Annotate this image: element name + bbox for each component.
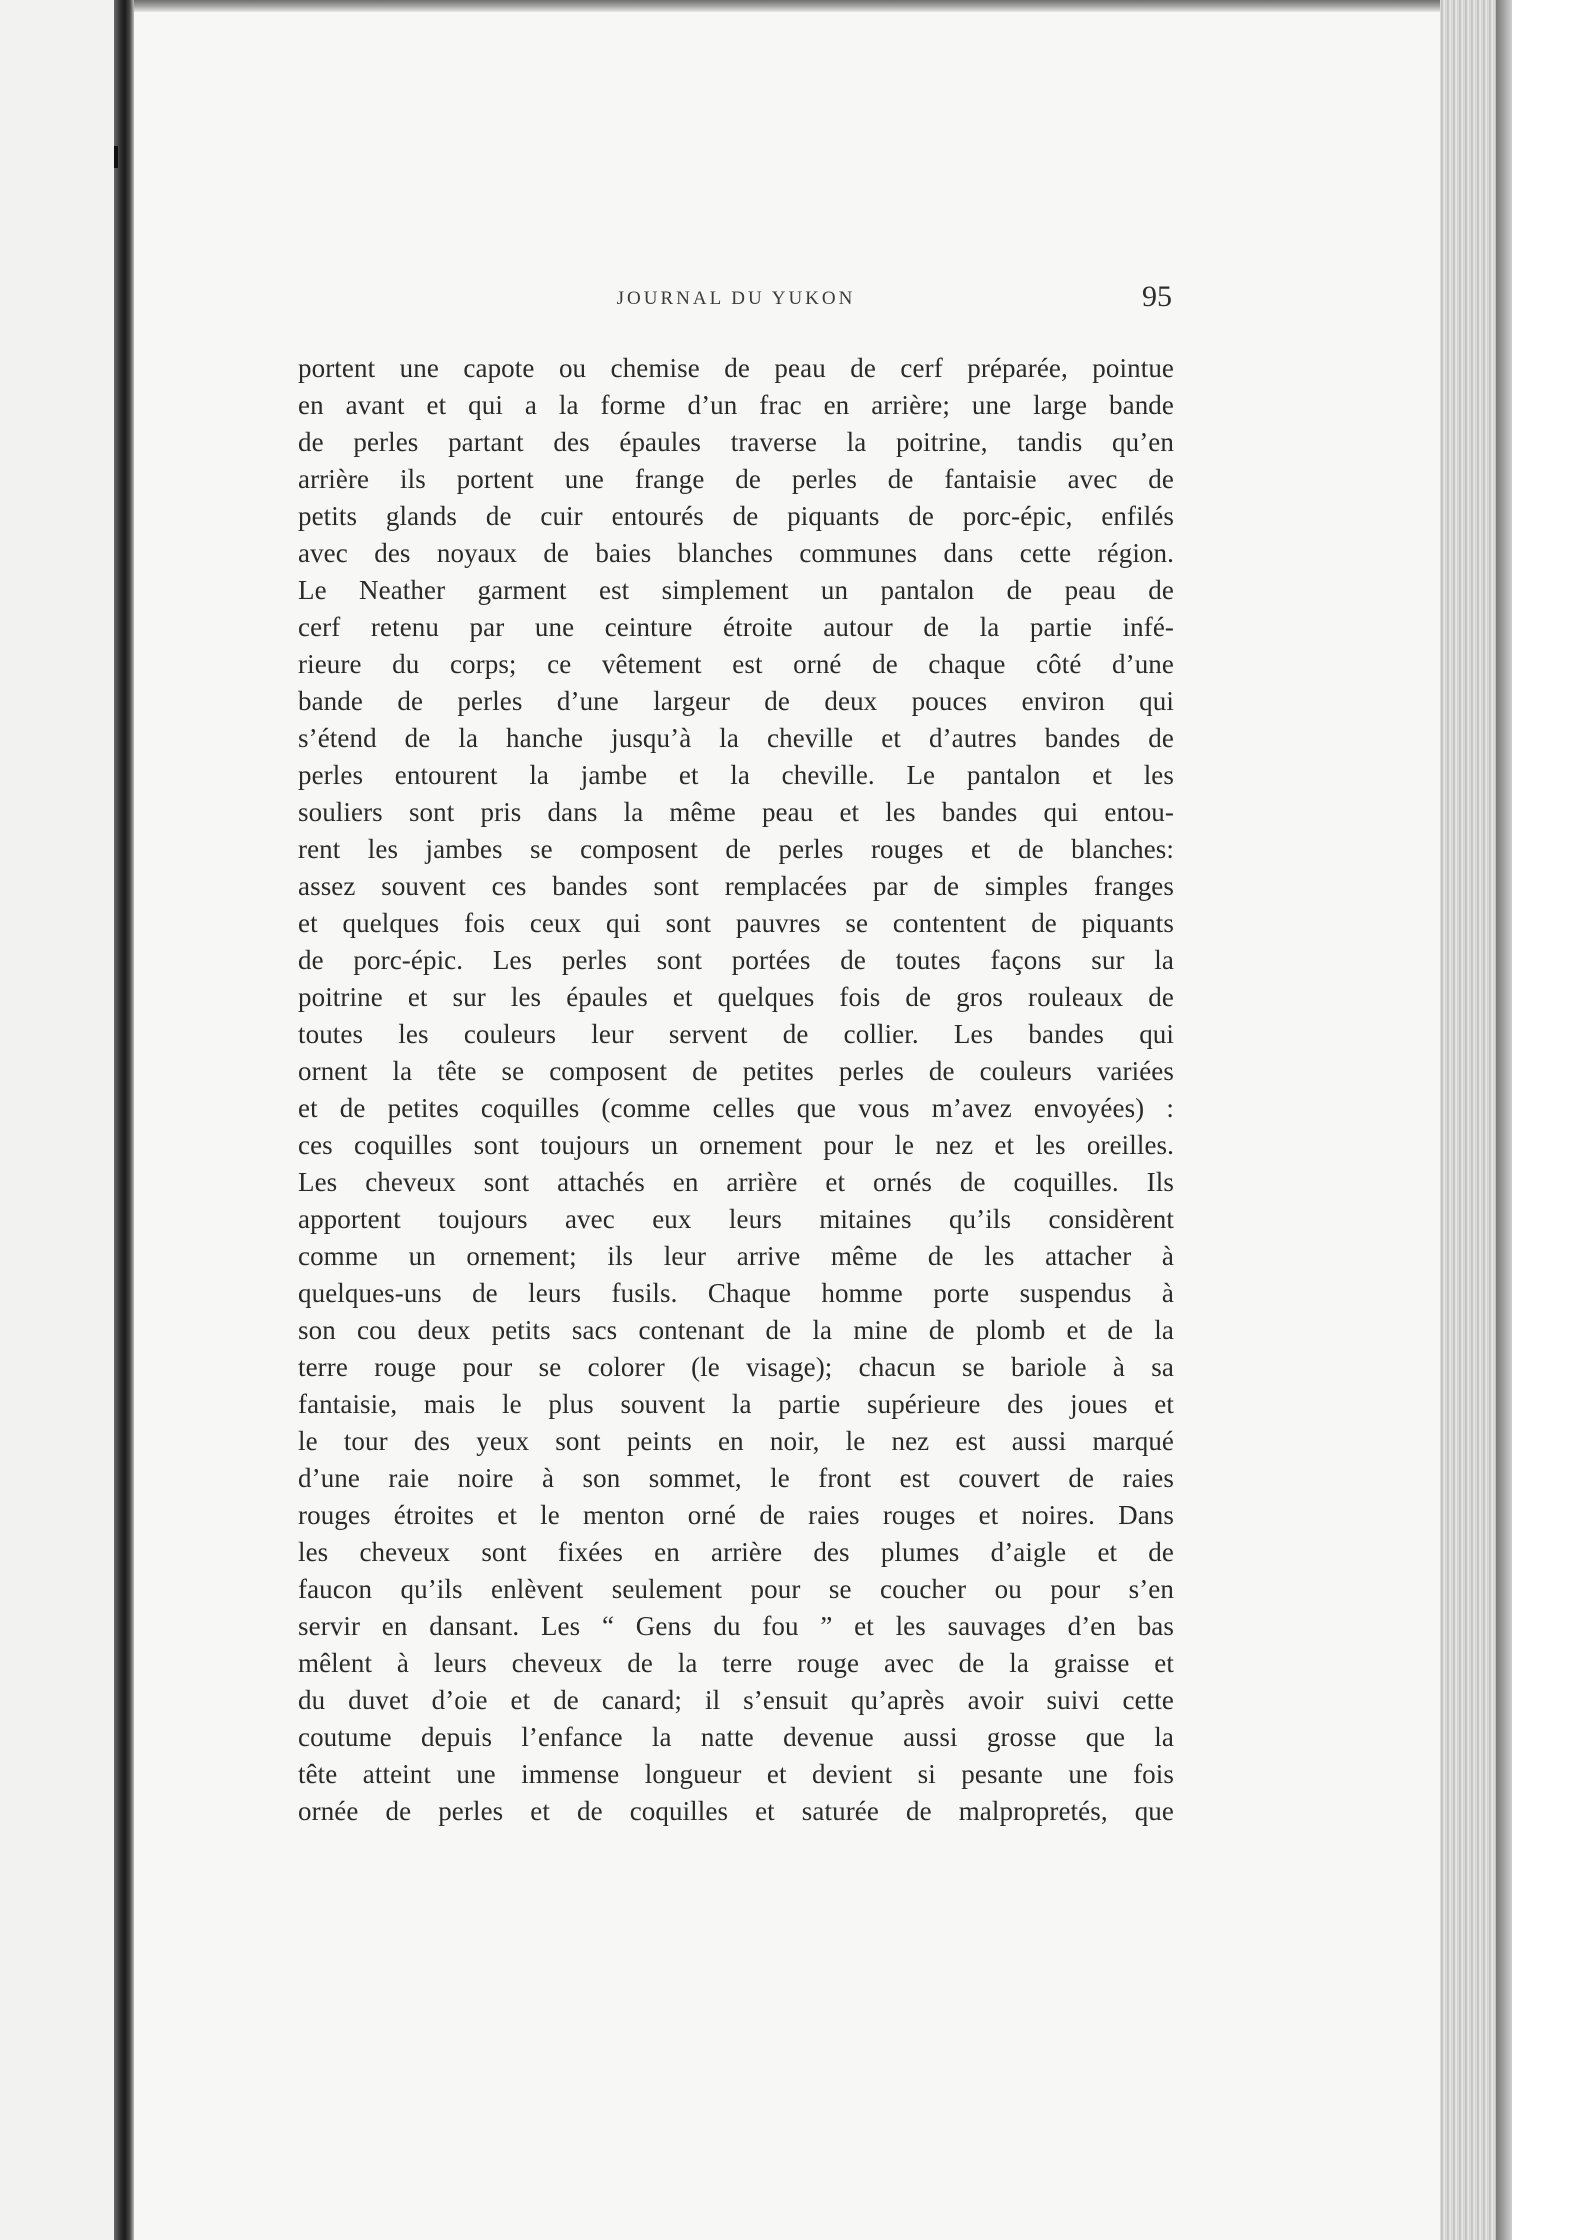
text-line: le tour des yeux sont peints en noir, le nez est aussi marqué bbox=[298, 1426, 1174, 1456]
text-line: de perles partant des épaules traverse la poitrine, tandis qu’en bbox=[298, 427, 1174, 457]
text-line: du duvet d’oie et de canard; il s’ensuit qu’après avoir suivi cette bbox=[298, 1685, 1174, 1715]
text-line: les cheveux sont fixées en arrière des plumes d’aigle et de bbox=[298, 1537, 1174, 1567]
text-line: ces coquilles sont toujours un ornement pour le nez et les oreilles. bbox=[298, 1130, 1174, 1160]
text-line: ornée de perles et de coquilles et saturée de malpropretés, que bbox=[298, 1796, 1174, 1826]
text-line: coutume depuis l’enfance la natte devenue aussi grosse que la bbox=[298, 1722, 1174, 1752]
text-line: s’étend de la hanche jusqu’à la cheville et d’autres bandes de bbox=[298, 723, 1174, 753]
text-line: servir en dansant. Les “ Gens du fou ” et les sauvages d’en bas bbox=[298, 1611, 1174, 1641]
text-line: avec des noyaux de baies blanches communes dans cette région. bbox=[298, 538, 1174, 568]
text-line: Le Neather garment est simplement un pantalon de peau de bbox=[298, 575, 1174, 605]
page-stack-shadow bbox=[1496, 0, 1512, 2240]
text-line: tête atteint une immense longueur et devient si pesante une fois bbox=[298, 1759, 1174, 1789]
running-title: JOURNAL DU YUKON bbox=[616, 288, 856, 309]
text-line: portent une capote ou chemise de peau de cerf préparée, pointue bbox=[298, 353, 1174, 383]
body-text bbox=[298, 350, 1174, 1830]
text-line: de porc-épic. Les perles sont portées de toutes façons sur la bbox=[298, 945, 1174, 975]
text-line: rieure du corps; ce vêtement est orné de chaque côté d’une bbox=[298, 649, 1174, 679]
text-line: et quelques fois ceux qui sont pauvres se contentent de piquants bbox=[298, 908, 1174, 938]
text-line: mêlent à leurs cheveux de la terre rouge avec de la graisse et bbox=[298, 1648, 1174, 1678]
text-line: faucon qu’ils enlèvent seulement pour se coucher ou pour s’en bbox=[298, 1574, 1174, 1604]
text-line: perles entourent la jambe et la cheville. Le pantalon et les bbox=[298, 760, 1174, 790]
text-line: Les cheveux sont attachés en arrière et ornés de coquilles. Ils bbox=[298, 1167, 1174, 1197]
text-line: apportent toujours avec eux leurs mitaines qu’ils considèrent bbox=[298, 1204, 1174, 1234]
page-header bbox=[300, 280, 1172, 320]
text-line: petits glands de cuir entourés de piquants de porc-épic, enfilés bbox=[298, 501, 1174, 531]
text-line: toutes les couleurs leur servent de collier. Les bandes qui bbox=[298, 1019, 1174, 1049]
page-number: 95 bbox=[1142, 280, 1172, 313]
text-line: comme un ornement; ils leur arrive même de les attacher à bbox=[298, 1241, 1174, 1271]
text-line: fantaisie, mais le plus souvent la partie supérieure des joues et bbox=[298, 1389, 1174, 1419]
text-line: quelques-uns de leurs fusils. Chaque homme porte suspendus à bbox=[298, 1278, 1174, 1308]
text-line: terre rouge pour se colorer (le visage); chacun se bariole à sa bbox=[298, 1352, 1174, 1382]
book-gutter bbox=[114, 0, 134, 2240]
binding-mark bbox=[114, 146, 118, 168]
previous-page-edge bbox=[0, 0, 128, 2240]
text-line: cerf retenu par une ceinture étroite autour de la partie infé- bbox=[298, 612, 1174, 642]
text-line: souliers sont pris dans la même peau et les bandes qui entou- bbox=[298, 797, 1174, 827]
text-line: d’une raie noire à son sommet, le front est couvert de raies bbox=[298, 1463, 1174, 1493]
text-line: rent les jambes se composent de perles rouges et de blanches: bbox=[298, 834, 1174, 864]
text-line: bande de perles d’une largeur de deux pouces environ qui bbox=[298, 686, 1174, 716]
text-line: assez souvent ces bandes sont remplacées par de simples franges bbox=[298, 871, 1174, 901]
text-line: rouges étroites et le menton orné de raies rouges et noires. Dans bbox=[298, 1500, 1174, 1530]
text-line: son cou deux petits sacs contenant de la mine de plomb et de la bbox=[298, 1315, 1174, 1345]
scan-backdrop bbox=[1512, 0, 1576, 2240]
text-line: ornent la tête se composent de petites perles de couleurs variées bbox=[298, 1056, 1174, 1086]
page-top-edge bbox=[134, 0, 1464, 12]
text-line: en avant et qui a la forme d’un frac en arrière; une large bande bbox=[298, 390, 1174, 420]
text-line: poitrine et sur les épaules et quelques fois de gros rouleaux de bbox=[298, 982, 1174, 1012]
text-line: arrière ils portent une frange de perles de fantaisie avec de bbox=[298, 464, 1174, 494]
page-stack-edges bbox=[1440, 0, 1496, 2240]
text-line: et de petites coquilles (comme celles que vous m’avez envoyées) : bbox=[298, 1093, 1174, 1123]
